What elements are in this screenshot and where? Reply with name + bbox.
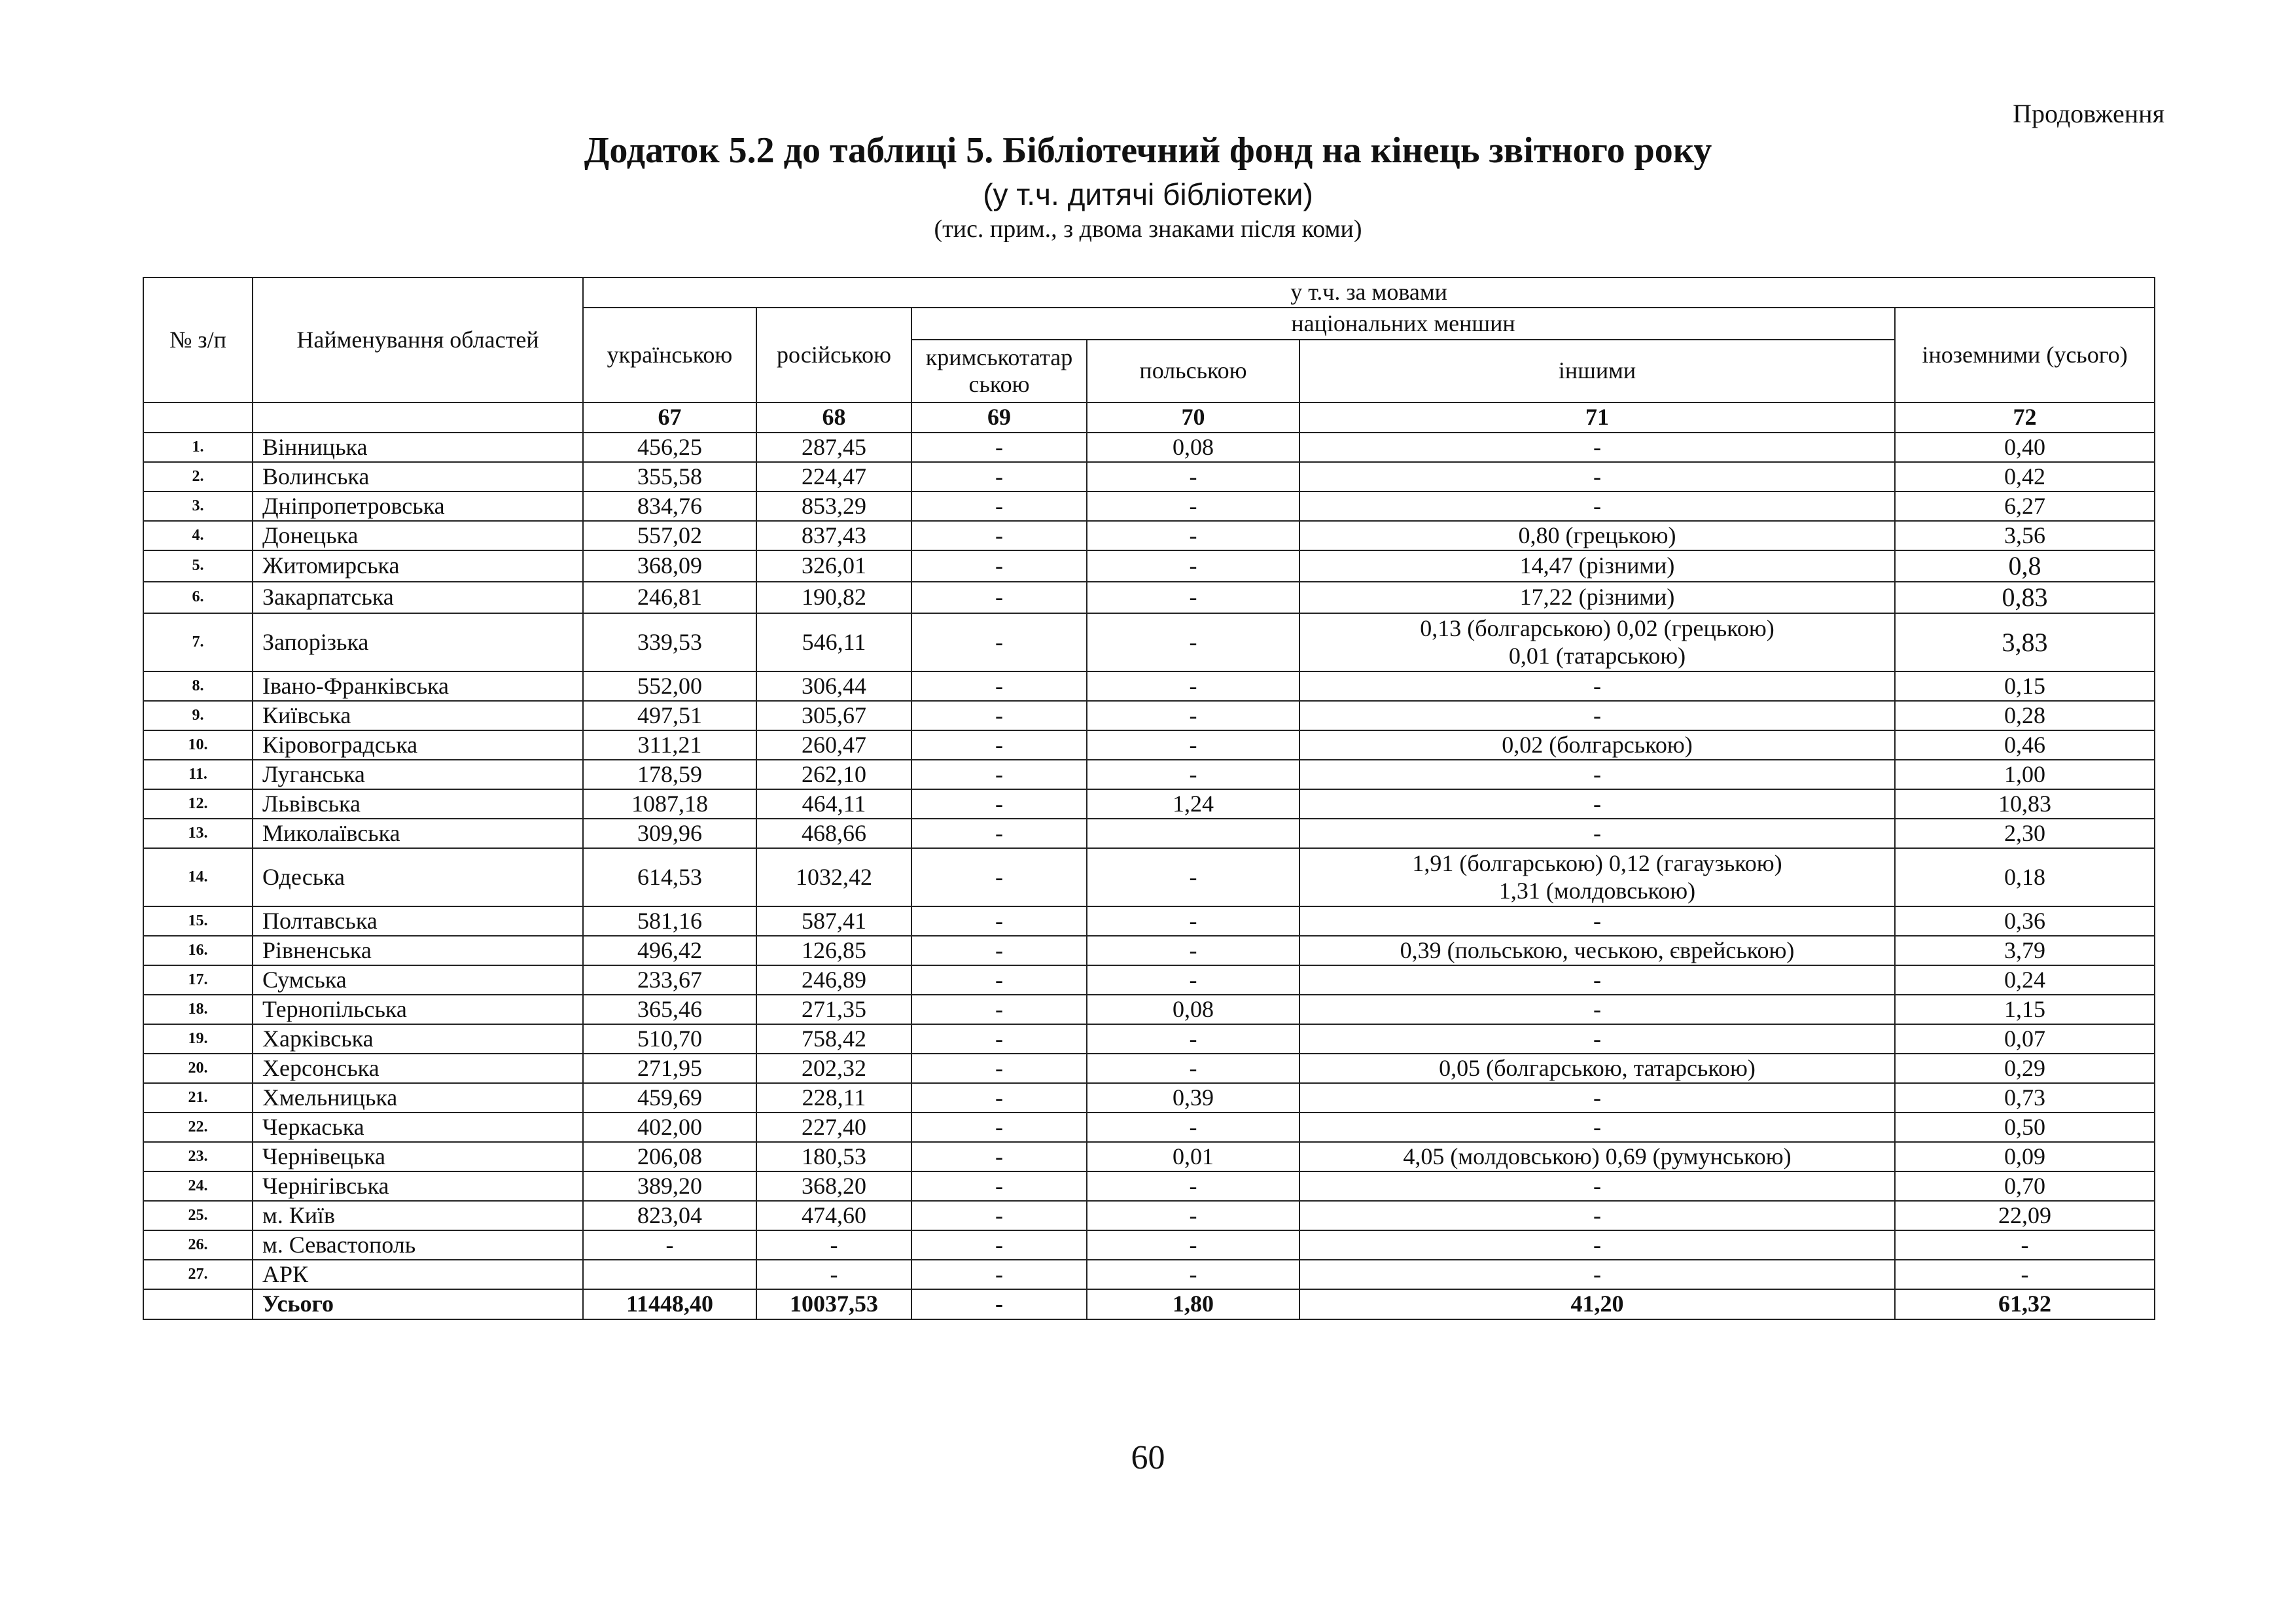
region-name: Вінницька <box>253 433 583 462</box>
cell-foreign: 0,07 <box>1895 1024 2155 1054</box>
cell-foreign: 0,42 <box>1895 462 2155 491</box>
row-number: 12. <box>143 789 253 819</box>
column-number: 68 <box>756 402 911 433</box>
cell-polish: 0,39 <box>1087 1083 1299 1113</box>
cell-ukrainian: 510,70 <box>583 1024 756 1054</box>
cell-russian: 305,67 <box>756 701 911 730</box>
table-row <box>143 848 2155 906</box>
row-number: 7. <box>143 613 253 671</box>
cell-russian: 287,45 <box>756 433 911 462</box>
table-row <box>143 819 2155 848</box>
table-row <box>143 936 2155 965</box>
cell-crimean-tatar: - <box>911 462 1087 491</box>
region-name: Львівська <box>253 789 583 819</box>
cell-russian: 190,82 <box>756 582 911 613</box>
cell-ukrainian: 402,00 <box>583 1113 756 1142</box>
cell-foreign: 0,40 <box>1895 433 2155 462</box>
column-numbers-row <box>143 402 2155 433</box>
table-body <box>143 433 2155 1319</box>
header-by-language: у т.ч. за мовами <box>583 277 2155 308</box>
row-number: 9. <box>143 701 253 730</box>
row-number: 5. <box>143 550 253 582</box>
table-row <box>143 433 2155 462</box>
region-name: Луганська <box>253 760 583 789</box>
table-row <box>143 760 2155 789</box>
column-number: 71 <box>1299 402 1895 433</box>
cell-crimean-tatar: - <box>911 995 1087 1024</box>
table-row <box>143 730 2155 760</box>
region-name: Волинська <box>253 462 583 491</box>
cell-crimean-tatar: - <box>911 936 1087 965</box>
table-row <box>143 1142 2155 1171</box>
table-row <box>143 965 2155 995</box>
column-number: 72 <box>1895 402 2155 433</box>
cell-polish: 0,01 <box>1087 1142 1299 1171</box>
cell-foreign: - <box>1895 1260 2155 1289</box>
cell-polish: - <box>1087 906 1299 936</box>
page-title: Додаток 5.2 до таблиці 5. Бібліотечний фонд на кінець звітного року <box>584 130 1712 171</box>
cell-other: 0,02 (болгарською) <box>1299 730 1895 760</box>
cell-ukrainian: 339,53 <box>583 613 756 671</box>
region-name: Закарпатська <box>253 582 583 613</box>
cell-polish: - <box>1087 550 1299 582</box>
cell-ukrainian: 355,58 <box>583 462 756 491</box>
cell-crimean-tatar: - <box>911 819 1087 848</box>
cell-foreign: 0,73 <box>1895 1083 2155 1113</box>
cell-foreign: 2,30 <box>1895 819 2155 848</box>
row-number: 22. <box>143 1113 253 1142</box>
cell-ukrainian: 389,20 <box>583 1171 756 1201</box>
region-name: Хмельницька <box>253 1083 583 1113</box>
cell-foreign: 0,15 <box>1895 671 2155 701</box>
table-row <box>143 1083 2155 1113</box>
table-row <box>143 1113 2155 1142</box>
cell-polish: - <box>1087 671 1299 701</box>
cell-other: 0,05 (болгарською, татарською) <box>1299 1054 1895 1083</box>
cell-foreign: 0,29 <box>1895 1054 2155 1083</box>
cell-other <box>1299 848 1895 906</box>
region-name: Дніпропетровська <box>253 491 583 521</box>
cell-other: - <box>1299 1083 1895 1113</box>
region-name: Рівненська <box>253 936 583 965</box>
row-number: 11. <box>143 760 253 789</box>
region-name: Житомирська <box>253 550 583 582</box>
cell-crimean-tatar: - <box>911 789 1087 819</box>
total-label: Усього <box>253 1289 583 1319</box>
cell-polish: - <box>1087 521 1299 550</box>
cell-russian: 228,11 <box>756 1083 911 1113</box>
cell-foreign: 0,09 <box>1895 1142 2155 1171</box>
cell-other: - <box>1299 1113 1895 1142</box>
total-ukrainian: 11448,40 <box>583 1289 756 1319</box>
cell-crimean-tatar: - <box>911 671 1087 701</box>
row-number: 17. <box>143 965 253 995</box>
cell-polish: 0,08 <box>1087 433 1299 462</box>
region-name: Миколаївська <box>253 819 583 848</box>
cell-polish: - <box>1087 1054 1299 1083</box>
header-polish: польською <box>1087 340 1299 402</box>
cell-foreign: 0,70 <box>1895 1171 2155 1201</box>
cell-foreign: 3,79 <box>1895 936 2155 965</box>
region-name: Чернівецька <box>253 1142 583 1171</box>
table-row <box>143 550 2155 582</box>
cell-crimean-tatar: - <box>911 613 1087 671</box>
cell-polish: - <box>1087 1171 1299 1201</box>
cell-polish: - <box>1087 848 1299 906</box>
units-note: (тис. прим., з двома знаками після коми) <box>934 215 1362 243</box>
region-name: Черкаська <box>253 1113 583 1142</box>
cell-other: 0,39 (польською, чеською, єврейською) <box>1299 936 1895 965</box>
cell-ukrainian: 823,04 <box>583 1201 756 1230</box>
column-number: 67 <box>583 402 756 433</box>
cell-other: - <box>1299 1230 1895 1260</box>
header-national-minorities: національних меншин <box>911 308 1895 340</box>
cell-other: - <box>1299 491 1895 521</box>
cell-russian: 306,44 <box>756 671 911 701</box>
table-row <box>143 995 2155 1024</box>
cell-russian: 227,40 <box>756 1113 911 1142</box>
cell-other: 0,80 (грецькою) <box>1299 521 1895 550</box>
page-subtitle: (у т.ч. дитячі бібліотеки) <box>983 177 1313 211</box>
cell-polish: - <box>1087 1230 1299 1260</box>
table-row <box>143 1171 2155 1201</box>
cell-polish: - <box>1087 1201 1299 1230</box>
cell-other-line: 0,13 (болгарською) 0,02 (грецькою) <box>1420 615 1775 642</box>
cell-foreign: 3,83 <box>1895 613 2155 671</box>
row-number: 3. <box>143 491 253 521</box>
cell-crimean-tatar: - <box>911 848 1087 906</box>
cell-polish: - <box>1087 730 1299 760</box>
cell-crimean-tatar: - <box>911 521 1087 550</box>
table-row <box>143 521 2155 550</box>
cell-ukrainian: 581,16 <box>583 906 756 936</box>
cell-foreign: - <box>1895 1230 2155 1260</box>
page-number: 60 <box>1131 1439 1165 1476</box>
cell-other-line: 1,91 (болгарською) 0,12 (гагаузькою) <box>1412 850 1782 877</box>
table-row <box>143 1230 2155 1260</box>
row-number: 27. <box>143 1260 253 1289</box>
cell-crimean-tatar: - <box>911 550 1087 582</box>
cell-other: - <box>1299 906 1895 936</box>
cell-polish: - <box>1087 1260 1299 1289</box>
cell-other: - <box>1299 701 1895 730</box>
cell-other: - <box>1299 671 1895 701</box>
cell-foreign: 0,28 <box>1895 701 2155 730</box>
row-number: 24. <box>143 1171 253 1201</box>
row-number: 2. <box>143 462 253 491</box>
column-number: 70 <box>1087 402 1299 433</box>
cell-crimean-tatar: - <box>911 701 1087 730</box>
table-row <box>143 1201 2155 1230</box>
cell-russian: 368,20 <box>756 1171 911 1201</box>
header-crimean-tatar: кримськотатар ською <box>911 340 1087 402</box>
cell-polish: - <box>1087 760 1299 789</box>
cell-russian: 262,10 <box>756 760 911 789</box>
cell-crimean-tatar: - <box>911 1260 1087 1289</box>
row-number: 4. <box>143 521 253 550</box>
cell-polish: - <box>1087 1113 1299 1142</box>
cell-ukrainian: 311,21 <box>583 730 756 760</box>
cell-ukrainian: 557,02 <box>583 521 756 550</box>
cell-russian: 326,01 <box>756 550 911 582</box>
cell-other: - <box>1299 1171 1895 1201</box>
cell-other: 17,22 (різними) <box>1299 582 1895 613</box>
cell-russian: 202,32 <box>756 1054 911 1083</box>
table-row <box>143 462 2155 491</box>
cell-russian: 758,42 <box>756 1024 911 1054</box>
cell-crimean-tatar: - <box>911 1142 1087 1171</box>
cell-foreign: 0,8 <box>1895 550 2155 582</box>
header-russian: російською <box>756 308 911 402</box>
total-russian: 10037,53 <box>756 1289 911 1319</box>
total-other: 41,20 <box>1299 1289 1895 1319</box>
cell-crimean-tatar: - <box>911 1083 1087 1113</box>
cell-foreign: 1,15 <box>1895 995 2155 1024</box>
cell-foreign: 1,00 <box>1895 760 2155 789</box>
cell-ukrainian: 1087,18 <box>583 789 756 819</box>
cell-ukrainian: 497,51 <box>583 701 756 730</box>
cell-ukrainian: 834,76 <box>583 491 756 521</box>
row-number: 21. <box>143 1083 253 1113</box>
cell-polish: - <box>1087 701 1299 730</box>
cell-russian: 474,60 <box>756 1201 911 1230</box>
cell-foreign: 3,56 <box>1895 521 2155 550</box>
cell-crimean-tatar: - <box>911 1230 1087 1260</box>
table-row <box>143 1260 2155 1289</box>
cell-other-line: 1,31 (молдовською) <box>1498 877 1696 904</box>
row-number: 8. <box>143 671 253 701</box>
total-row <box>143 1289 2155 1319</box>
table-row <box>143 1024 2155 1054</box>
cell-ukrainian: 178,59 <box>583 760 756 789</box>
cell-foreign: 22,09 <box>1895 1201 2155 1230</box>
header-other: іншими <box>1299 340 1895 402</box>
cell-russian: - <box>756 1230 911 1260</box>
cell-crimean-tatar: - <box>911 491 1087 521</box>
cell-russian: 260,47 <box>756 730 911 760</box>
region-name: Кіровоградська <box>253 730 583 760</box>
table-row <box>143 671 2155 701</box>
region-name: Запорізька <box>253 613 583 671</box>
cell-foreign: 0,36 <box>1895 906 2155 936</box>
row-number: 18. <box>143 995 253 1024</box>
region-name: Тернопільська <box>253 995 583 1024</box>
cell-polish: 0,08 <box>1087 995 1299 1024</box>
cell-ukrainian <box>583 1260 756 1289</box>
cell-ukrainian: 614,53 <box>583 848 756 906</box>
region-name: Київська <box>253 701 583 730</box>
cell-ukrainian: 233,67 <box>583 965 756 995</box>
table-row <box>143 906 2155 936</box>
cell-crimean-tatar: - <box>911 1171 1087 1201</box>
region-name: Чернігівська <box>253 1171 583 1201</box>
cell-ukrainian: 552,00 <box>583 671 756 701</box>
cell-crimean-tatar: - <box>911 965 1087 995</box>
total-foreign: 61,32 <box>1895 1289 2155 1319</box>
cell-russian: 246,89 <box>756 965 911 995</box>
total-polish: 1,80 <box>1087 1289 1299 1319</box>
cell-polish: - <box>1087 936 1299 965</box>
cell-russian: 1032,42 <box>756 848 911 906</box>
cell-crimean-tatar: - <box>911 1201 1087 1230</box>
cell-ukrainian: 459,69 <box>583 1083 756 1113</box>
cell-russian: 126,85 <box>756 936 911 965</box>
cell-crimean-tatar: - <box>911 906 1087 936</box>
region-name: Донецька <box>253 521 583 550</box>
cell-russian: 546,11 <box>756 613 911 671</box>
continued-label: Продовження <box>2013 99 2164 128</box>
cell-polish <box>1087 819 1299 848</box>
cell-crimean-tatar: - <box>911 730 1087 760</box>
cell-ukrainian: 365,46 <box>583 995 756 1024</box>
cell-other: - <box>1299 433 1895 462</box>
cell-foreign: 0,50 <box>1895 1113 2155 1142</box>
row-number: 14. <box>143 848 253 906</box>
table-row <box>143 1054 2155 1083</box>
row-number: 16. <box>143 936 253 965</box>
cell-polish: - <box>1087 462 1299 491</box>
library-fund-table <box>143 277 2155 1320</box>
region-name: Івано-Франківська <box>253 671 583 701</box>
cell-russian: - <box>756 1260 911 1289</box>
cell-other: - <box>1299 1260 1895 1289</box>
row-number: 25. <box>143 1201 253 1230</box>
cell-crimean-tatar: - <box>911 760 1087 789</box>
cell-other-line: 0,01 (татарською) <box>1508 642 1686 669</box>
cell-foreign: 0,24 <box>1895 965 2155 995</box>
cell-ukrainian: 496,42 <box>583 936 756 965</box>
row-number: 23. <box>143 1142 253 1171</box>
cell-russian: 180,53 <box>756 1142 911 1171</box>
cell-russian: 224,47 <box>756 462 911 491</box>
row-number: 19. <box>143 1024 253 1054</box>
cell-ukrainian: 271,95 <box>583 1054 756 1083</box>
cell-polish: 1,24 <box>1087 789 1299 819</box>
cell-other <box>1299 613 1895 671</box>
header-foreign: іноземними (усього) <box>1895 308 2155 402</box>
region-name: Херсонська <box>253 1054 583 1083</box>
cell-polish: - <box>1087 1024 1299 1054</box>
row-number: 10. <box>143 730 253 760</box>
table-row <box>143 613 2155 671</box>
column-number: 69 <box>911 402 1087 433</box>
table-row <box>143 491 2155 521</box>
cell-other: - <box>1299 760 1895 789</box>
row-number: 13. <box>143 819 253 848</box>
cell-ukrainian: - <box>583 1230 756 1260</box>
region-name: АРК <box>253 1260 583 1289</box>
cell-other: - <box>1299 965 1895 995</box>
cell-russian: 853,29 <box>756 491 911 521</box>
table-row <box>143 582 2155 613</box>
cell-russian: 468,66 <box>756 819 911 848</box>
cell-other: 4,05 (молдовською) 0,69 (румунською) <box>1299 1142 1895 1171</box>
cell-ukrainian: 309,96 <box>583 819 756 848</box>
cell-ukrainian: 206,08 <box>583 1142 756 1171</box>
cell-russian: 587,41 <box>756 906 911 936</box>
cell-crimean-tatar: - <box>911 582 1087 613</box>
table-row <box>143 789 2155 819</box>
cell-foreign: 0,18 <box>1895 848 2155 906</box>
header-ukrainian: українською <box>583 308 756 402</box>
region-name: м. Севастополь <box>253 1230 583 1260</box>
cell-other: - <box>1299 1024 1895 1054</box>
region-name: Одеська <box>253 848 583 906</box>
cell-polish: - <box>1087 965 1299 995</box>
cell-other: - <box>1299 1201 1895 1230</box>
cell-ukrainian: 456,25 <box>583 433 756 462</box>
cell-other: - <box>1299 819 1895 848</box>
cell-russian: 837,43 <box>756 521 911 550</box>
cell-ukrainian: 368,09 <box>583 550 756 582</box>
cell-crimean-tatar: - <box>911 1024 1087 1054</box>
region-name: Сумська <box>253 965 583 995</box>
cell-ukrainian: 246,81 <box>583 582 756 613</box>
cell-polish: - <box>1087 491 1299 521</box>
cell-other: - <box>1299 995 1895 1024</box>
cell-crimean-tatar: - <box>911 433 1087 462</box>
cell-other: - <box>1299 789 1895 819</box>
cell-foreign: 0,83 <box>1895 582 2155 613</box>
row-number: 6. <box>143 582 253 613</box>
table-row <box>143 701 2155 730</box>
total-crimean-tatar: - <box>911 1289 1087 1319</box>
cell-polish: - <box>1087 582 1299 613</box>
region-name: Полтавська <box>253 906 583 936</box>
row-number: 1. <box>143 433 253 462</box>
cell-foreign: 10,83 <box>1895 789 2155 819</box>
region-name: Харківська <box>253 1024 583 1054</box>
cell-russian: 464,11 <box>756 789 911 819</box>
row-number: 20. <box>143 1054 253 1083</box>
cell-other: - <box>1299 462 1895 491</box>
cell-other: 14,47 (різними) <box>1299 550 1895 582</box>
cell-polish: - <box>1087 613 1299 671</box>
header-num: № з/п <box>143 277 253 402</box>
cell-crimean-tatar: - <box>911 1054 1087 1083</box>
cell-foreign: 6,27 <box>1895 491 2155 521</box>
cell-russian: 271,35 <box>756 995 911 1024</box>
cell-foreign: 0,46 <box>1895 730 2155 760</box>
row-number: 26. <box>143 1230 253 1260</box>
cell-crimean-tatar: - <box>911 1113 1087 1142</box>
header-region-name: Найменування областей <box>253 277 583 402</box>
region-name: м. Київ <box>253 1201 583 1230</box>
row-number: 15. <box>143 906 253 936</box>
